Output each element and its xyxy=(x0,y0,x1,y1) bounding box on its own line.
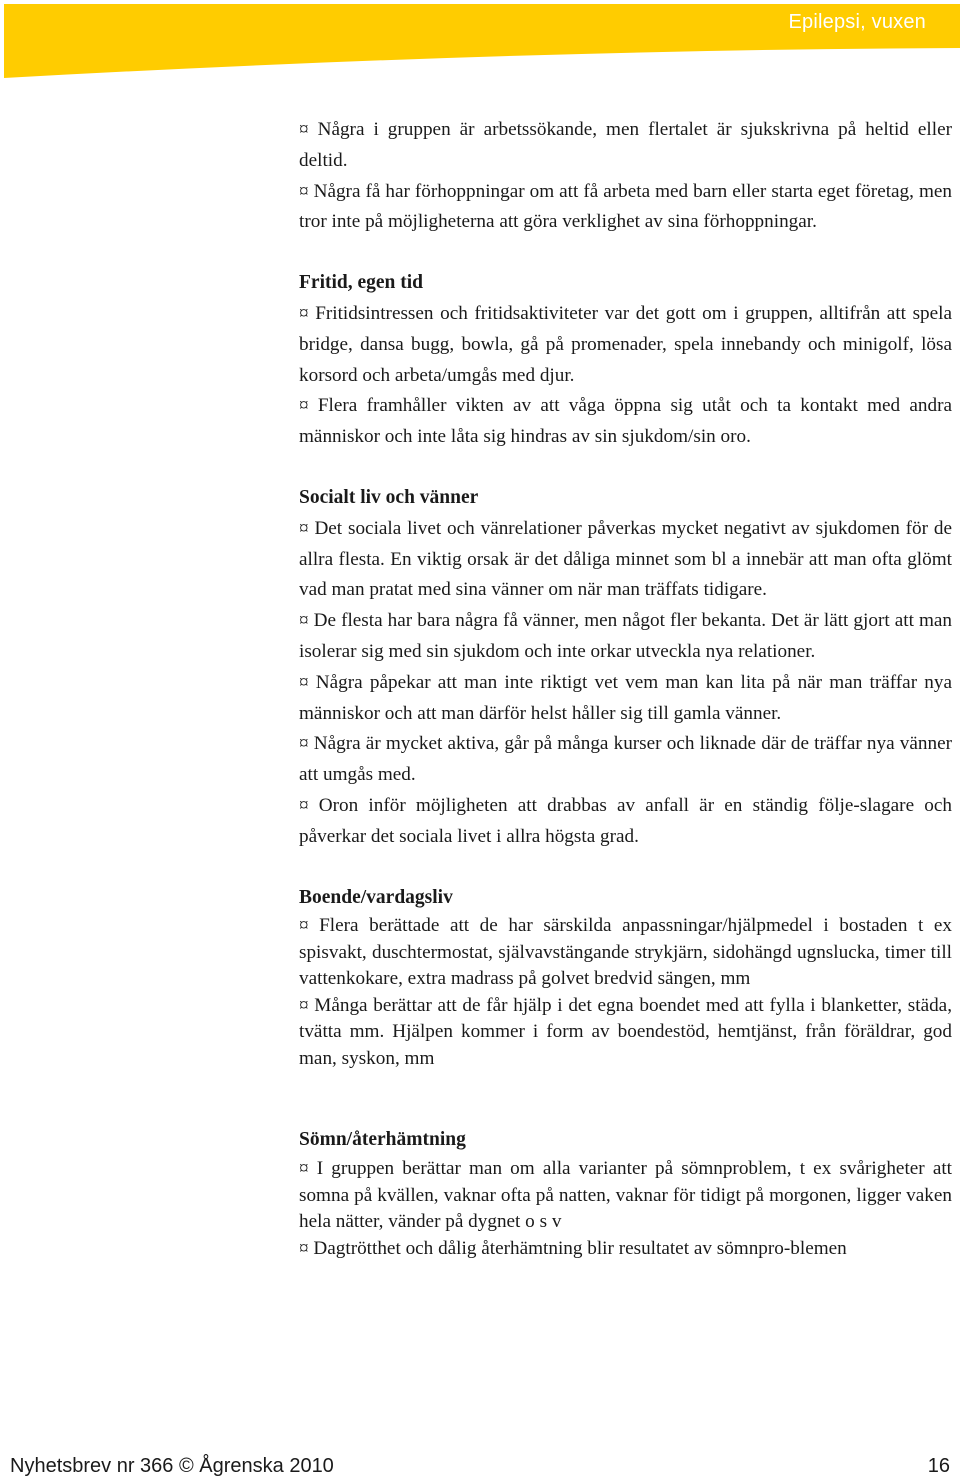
section-heading-boende: Boende/vardagsliv xyxy=(299,886,453,908)
socialt-bullet: ¤ Oron inför möjligheten att drabbas av anfall är en ständig följe-slagare och påverkar det sociala livet i allra högsta grad. xyxy=(299,794,952,847)
socialt-bullet: ¤ Det sociala livet och vänrelationer påverkas mycket negativt av sjukdomen för de allra flesta. En viktig orsak är det dåliga minnet som bl a innebär att man ofta glömt vad man pratat med sina vänner om när man träffats tidigare. xyxy=(299,517,952,601)
fritid-bullet: ¤ Flera framhåller vikten av att våga öppna sig utåt och ta kontakt med andra människor och inte låta sig hindras av sin sjukdom/sin oro. xyxy=(299,395,952,448)
somn-section xyxy=(299,1125,952,1262)
section-heading-socialt: Socialt liv och vänner xyxy=(299,486,479,508)
boende-section xyxy=(299,883,952,1073)
page-number: 16 xyxy=(927,1455,950,1477)
main-content xyxy=(299,115,952,1262)
socialt-section xyxy=(299,483,952,853)
socialt-bullet: ¤ Några är mycket aktiva, går på många kurser och liknade där de träffar nya vänner att umgås med. xyxy=(299,733,952,786)
header-title: Epilepsi, vuxen xyxy=(788,11,926,33)
boende-bullet: ¤ Många berättar att de får hjälp i det egna boendet med att fylla i blanketter, städa, tvätta mm. Hjälpen kommer i form av boendestöd, hemtjänst, från föräldrar, god man, syskon, mm xyxy=(299,994,952,1069)
socialt-bullet: ¤ De flesta har bara några få vänner, men något fler bekanta. Det är lätt gjort att man isolerar sig med sin sjukdom och inte orkar utveckla nya relationer. xyxy=(299,610,952,662)
intro-bullet: ¤ Några i gruppen är arbetssökande, men flertalet är sjukskrivna på heltid eller deltid. xyxy=(299,119,952,171)
section-heading-fritid: Fritid, egen tid xyxy=(299,272,424,294)
boende-bullet: ¤ Flera berättade att de har särskilda anpassningar/hjälpmedel i bostaden t ex spisvakt, duschtermostat, självavstängande strykjärn, sidohängd ugnslucka, timer till vattenkokare, extra madrass på golvet bredvid sängen, mm xyxy=(299,915,952,990)
socialt-bullet: ¤ Några påpekar att man inte riktigt vet vem man kan lita på när man träffar nya människor och att man därför helst håller sig till gamla vänner. xyxy=(299,671,952,724)
somn-bullet: ¤ I gruppen berättar man om alla varianter på sömnproblem, t ex svårigheter att somna på kvällen, vaknar ofta på natten, vaknar för tidigt på morgonen, ligger vaken hela nätter, vänder på dygnet o s v xyxy=(299,1158,952,1233)
intro-section xyxy=(299,115,952,238)
fritid-bullet: ¤ Fritidsintressen och fritidsaktiviteter var det gott om i gruppen, alltifrån att spela bridge, dansa bugg, bowla, gå på promenader, spela innebandy och minigolf, lösa korsord och arbeta/umgås med djur. xyxy=(299,302,952,386)
section-heading-somn: Sömn/återhämtning xyxy=(299,1129,466,1151)
intro-bullet: ¤ Några få har förhoppningar om att få arbeta med barn eller starta eget företag, men tror inte på möjligheterna att göra verklighet av sina förhoppningar. xyxy=(299,180,952,233)
fritid-section xyxy=(299,268,952,453)
somn-bullet: ¤ Dagtrötthet och dålig återhämtning blir resultatet av sömnpro-blemen xyxy=(299,1237,847,1259)
footer-credit: Nyhetsbrev nr 366 © Ågrenska 2010 xyxy=(10,1455,334,1477)
